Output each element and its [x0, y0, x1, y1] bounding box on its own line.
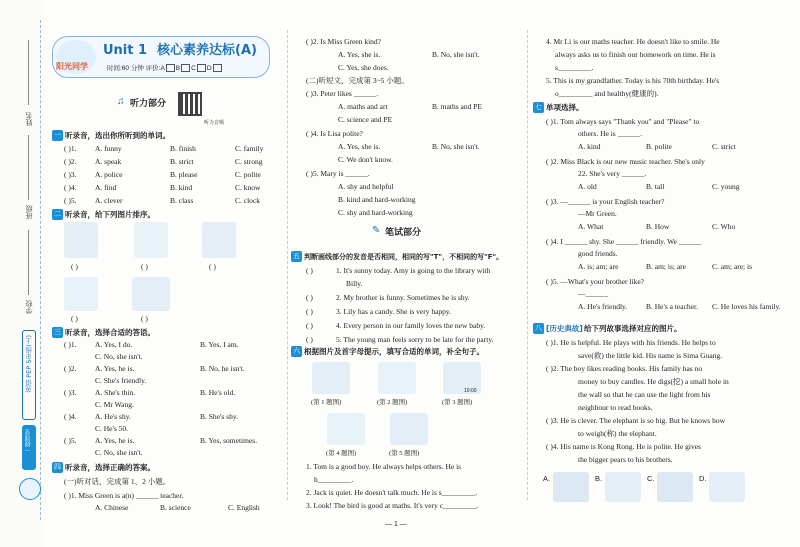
section-badge-1: 一	[54, 131, 61, 139]
s1-opt-a: A. clever	[95, 196, 123, 205]
s7-question: ( )3. —______ is your English teacher?	[546, 197, 665, 206]
caption-3: (第 3 题图)	[442, 399, 473, 406]
s6-item: 4. Mr Li is our maths teacher. He doesn't like to smile. He	[546, 37, 720, 46]
picture-family	[132, 277, 170, 311]
s7-opt-c: C. Who	[712, 222, 736, 231]
s1-opt-b: B. please	[170, 170, 198, 179]
s1-paren[interactable]: ( )2.	[64, 157, 77, 166]
s3-paren[interactable]: ( )1.	[64, 340, 77, 349]
s3-opt-b: B. He's old.	[200, 388, 236, 397]
s3-paren[interactable]: ( )2.	[64, 364, 77, 373]
s7-opt-a: A. kind	[578, 142, 601, 151]
s8-line[interactable]: ( )3. He is clever. The elephant is so big. But he knows how	[546, 416, 725, 425]
section-1-title: 听录音，选出你所听到的单词。	[65, 131, 170, 140]
page-title: 核心素养达标(A)	[157, 43, 257, 58]
s8-line: to weigh(称) the elephant.	[578, 429, 657, 438]
picture-teacher	[327, 413, 365, 445]
s5-answer-paren[interactable]: ( )	[306, 307, 313, 316]
s4-q3: ( )3. Peter likes ______.	[306, 89, 379, 98]
unit-title: Unit 1	[103, 43, 148, 58]
s3-opt-a: A. He's shy.	[95, 412, 131, 421]
s7-question: ( )5. —What's your brother like?	[546, 277, 644, 286]
column-divider	[527, 30, 528, 500]
section-2-title: 听录音，给下列图片排序。	[65, 210, 155, 219]
s4-q4: ( )4. Is Lisa polite?	[306, 129, 363, 138]
picture-girl-cleaning	[134, 222, 168, 258]
s8-line: the bigger pears to his brothers.	[578, 455, 673, 464]
s1-opt-a: A. funny	[95, 144, 122, 153]
s1-opt-a: A. speak	[95, 157, 122, 166]
picture-helping-boy	[312, 362, 350, 394]
section-badge-7: 七	[535, 103, 542, 111]
s1-opt-c: C. know	[235, 183, 261, 192]
s5-item: 5. The young man feels sorry to be late for the party.	[336, 335, 494, 344]
order-blank[interactable]: ( )	[71, 314, 78, 323]
binding-line	[40, 20, 41, 520]
clock-display: 10:00	[464, 388, 477, 394]
caption-2: (第 2 题图)	[377, 399, 408, 406]
s3-opt-c: C. Mr Wang.	[95, 400, 134, 409]
s1-opt-b: B. kind	[170, 183, 193, 192]
s8-line[interactable]: the wall so that he can use the light from his	[578, 390, 711, 399]
pencil-icon: ✎	[372, 225, 381, 236]
order-blank[interactable]: ( )	[141, 262, 148, 271]
s3-paren[interactable]: ( )5.	[64, 436, 77, 445]
section-8-tag: [历史典故]	[546, 324, 583, 333]
picture-story-c	[657, 472, 693, 502]
pic-label-c: C.	[647, 474, 655, 483]
s3-opt-b: B. Yes, I am.	[200, 340, 239, 349]
s4-q1-opt-c: C. English	[228, 503, 260, 512]
sidebar-school-label: 学校	[25, 300, 33, 314]
s1-opt-c: C. strong	[235, 157, 263, 166]
headphone-icon: ♫	[117, 96, 125, 107]
sidebar-brand-tag: 一线课堂	[22, 425, 36, 470]
s5-item: 1. It's sunny today. Amy is going to the library with	[336, 266, 491, 275]
picture-story-d	[709, 472, 745, 502]
s1-opt-a: A. police	[95, 170, 123, 179]
s7-question-cont: 22. She's very ______.	[578, 169, 647, 178]
section-title-listening: 听力部分	[130, 98, 167, 108]
order-blank[interactable]: ( )	[71, 262, 78, 271]
s7-question: ( )1. Tom always says "Thank you" and "Please" to	[546, 117, 700, 126]
section-8-title: 给下列故事选择对应的图片。	[584, 324, 682, 333]
s7-question-cont: others. He is ______.	[578, 129, 642, 138]
s4-q1: ( )1. Miss Green is a(n) ______ teacher.	[64, 491, 184, 500]
s5-item: 3. Lily has a candy. She is very happy.	[336, 307, 452, 316]
s7-question-cont: —______	[578, 289, 608, 298]
caption-1: (第 1 题图)	[311, 399, 342, 406]
section-title-writing: 笔试部分	[385, 227, 422, 237]
sidebar-book-tag: 英语 PEP 5年级(上)	[22, 330, 36, 420]
s3-paren[interactable]: ( )4.	[64, 412, 77, 421]
section-badge-4: 四	[54, 463, 61, 471]
section-4-sub2: (二)听短文，完成第 3~5 小题。	[306, 76, 409, 85]
s8-line[interactable]: ( )1. He is helpful. He plays with his friends. He helps to	[546, 338, 716, 347]
s4-q1-opt-a: A. Chinese	[95, 503, 129, 512]
section-4-title: 听录音，选择正确的答案。	[65, 463, 155, 472]
s7-opt-c: C. am; are; is	[712, 262, 752, 271]
s1-opt-c: C. family	[235, 144, 264, 153]
s3-opt-a: A. She's thin.	[95, 388, 136, 397]
s1-opt-a: A. find	[95, 183, 117, 192]
column-divider	[287, 30, 288, 500]
qr-label: 听力音频	[204, 120, 225, 126]
s3-opt-b: B. Yes, sometimes.	[200, 436, 258, 445]
s7-opt-c: C. young	[712, 182, 740, 191]
s6-item[interactable]: s_________.	[555, 63, 594, 72]
s4-q1-opt-b: B. science	[160, 503, 191, 512]
s7-opt-a: A. What	[578, 222, 604, 231]
s3-opt-c: C. He's 50.	[95, 424, 129, 433]
section-5-title: 判断画线部分的发音是否相同，相同的写"T"，不相同的写"F"。	[304, 253, 504, 261]
sidebar-class-label: 班级	[25, 205, 33, 219]
s6-item: 3. Look! The bird is good at maths. It's very c_________.	[306, 501, 479, 510]
s1-paren[interactable]: ( )1.	[64, 144, 77, 153]
s6-item: 2. Jack is quiet. He doesn't talk much. He is s_________.	[306, 488, 478, 497]
sidebar-name-label: 姓名	[25, 112, 33, 126]
s6-item: always asks us to finish our homework on time. He is	[555, 50, 716, 59]
pic-label-a: A.	[543, 474, 551, 483]
logo-text: 阳光同学	[56, 62, 88, 71]
s7-question-cont: good friends.	[578, 249, 618, 258]
s8-line: save(救) the little kid. His name is Sima Guang.	[578, 351, 723, 360]
s8-line[interactable]: ( )2. The boy likes reading books. His family has no	[546, 364, 703, 373]
s3-paren[interactable]: ( )3.	[64, 388, 77, 397]
s6-item[interactable]: h_________.	[314, 475, 354, 484]
worksheet-page: 姓名 班级 学校 英语 PEP 5年级(上) 一线课堂 阳光同学 Unit 1 核心素养达标(A) 时间:60 分钟 评价:A B C D ♫ 听力部分 听力音频 一 听录音，选出你所听到的单词。 二 听录音，给下列图片排序。 ( ) ( ) ( ) ( ) ( ) 三 听录音，选择合适的答语。 四 听录音，选择正确的答案。 (一)听对话，完成第 1、2 小题。 ( )1. Miss Green is a(n) ______ teacher. A. Chinese B. science C. English ( )2. Is Miss Green kind? A. Yes, she is. B. No, she isn't. C. Yes, she does. (二)听短文，完成第 3~5 小题。 ( )3. Peter likes ______. A. maths and art B. maths and PE C. science and PE ( )4. Is Lisa polite? A. Yes, she is. B. No, she isn't. C. We don't know. ( )5. Mary is ______. A. shy and helpful B. kind and hard-working C. shy and hard-working ✎ 笔试部分 五 判断画线部分的发音是否相同，相同的写"T"，不相同的写"F"。 六 根据图片及首字母提示，填写合适的单词，补全句子。 10:00 (第 1 题图) (第 2 题图) (第 3 题图) (第 4 题图) (第 5 题图) 1. Tom is a good boy. He always helps others. He is h_________. 2. Jack is quiet. He doesn't talk much. He is s_________. 3. Look! The bird is good at maths. It's very c_________. 4. Mr Li is our maths teacher. He doesn't like to smile. He always asks us to finish our homework on time. He is s_________. 5. This is my grandfather. Today is his 70th birthday. He's o_________ and healthy(健康的). 七 单项选择。 八 [历史典故] 给下列故事选择对应的图片。 A. B. C. D. — 1 — ( )1. A. funny B. finish C. family ( )2. A. speak B. strict C. strong ( )3. A. police B. please C. polite ( )4. A. find B. kind C. know ( )5. A. clever B. class C. clock ( )1. A. Yes, I do. B. Yes, I am. C. No, she isn't. ( )2. A. Yes, he is. B. No, he isn't. C. She's friendly. ( )3. A. She's thin. B. He's old. C. Mr Wang. ( )4. A. He's shy. B. She's shy. C. He's 50. ( )5. A. Yes, he is. B. Yes, sometimes. C. No, she isn't. ( ) 1. It's sunny today. Amy is going to the library with Billy. ( ) 2. My brother is funny. Sometimes he is shy. ( ) 3. Lily has a candy. She is very happy. ( ) 4. Every person in our family loves the new baby. ( ) 5. The young man feels sorry to be late for the party. ( )1. Tom always says "Thank you" and "Please" to others. He is ______. A. kind B. polite C. strict ( )2. Miss Black is our new music teacher. She's only 22. She's very ______. A. old B. tall C. young ( )3. —______ is your English teacher? —Mr Green. A. What B. How C. Who ( )4. I ______ shy. She ______ friendly. We ______ good friends. A. is; am; are B. am; is; are C. am; are; is ( )5. —What's your brother like? —______ A. He's friendly. B. He's a teacher. C. He loves his family. ( )1. He is helpful. He plays with his friends. He helps to save(救) the little kid. His name is Sima Guang. ( )2. The boy likes reading books. His family has no money to buy candles. He digs(挖) a small hole in the wall so that he can use the light from his neighbour to read books. ( )3. He is clever. The elephant is so big. But he knows how to weigh(称) the elephant. ( )4. His name is Kong Rong. He is polite. He gives the bigger pears to his brothers.	[0, 0, 800, 547]
caption-5: (第 5 题图)	[389, 450, 420, 457]
s7-opt-c: C. He loves his family.	[712, 302, 781, 311]
s1-paren[interactable]: ( )5.	[64, 196, 77, 205]
picture-man-phone	[202, 222, 236, 258]
s7-question: ( )4. I ______ shy. She ______ friendly. We ______	[546, 237, 702, 246]
s7-question: ( )2. Miss Black is our new music teacher. She's only	[546, 157, 705, 166]
time-grade-line: 时间:60 分钟 评价:A B C D	[107, 64, 223, 74]
section-badge-6: 六	[293, 347, 300, 355]
s5-item: 4. Every person in our family loves the new baby.	[336, 321, 486, 330]
s3-opt-c: C. She's friendly.	[95, 376, 147, 385]
s1-opt-c: C. polite	[235, 170, 261, 179]
s7-question-cont: —Mr Green.	[578, 209, 617, 218]
s7-opt-b: B. tall	[646, 182, 665, 191]
section-3-title: 听录音，选择合适的答语。	[65, 328, 155, 337]
s5-answer-paren[interactable]: ( )	[306, 335, 313, 344]
s1-paren[interactable]: ( )3.	[64, 170, 77, 179]
s3-opt-b: B. No, he isn't.	[200, 364, 245, 373]
s7-opt-b: B. How	[646, 222, 670, 231]
qr-code-icon[interactable]	[178, 92, 202, 116]
s3-opt-a: A. Yes, he is.	[95, 436, 135, 445]
picture-story-b	[605, 472, 641, 502]
s7-opt-a: A. old	[578, 182, 597, 191]
s5-answer-paren[interactable]: ( )	[306, 266, 313, 275]
s7-opt-c: C. strict	[712, 142, 736, 151]
s5-item: 2. My brother is funny. Sometimes he is shy.	[336, 293, 470, 302]
s5-item: Billy.	[346, 279, 363, 288]
page-number: — 1 —	[385, 521, 407, 528]
s6-item: 1. Tom is a good boy. He always helps others. He is	[306, 462, 462, 471]
picture-story-a	[553, 472, 589, 502]
order-blank[interactable]: ( )	[141, 314, 148, 323]
section-badge-8: 八	[535, 324, 542, 332]
s8-line[interactable]: ( )4. His name is Kong Rong. He is polite. He gives	[546, 442, 701, 451]
section-badge-5: 五	[293, 252, 300, 260]
section-7-title: 单项选择。	[546, 103, 584, 112]
s6-item[interactable]: o_________ and healthy(健康的).	[555, 89, 659, 98]
s7-opt-a: A. is; am; are	[578, 262, 619, 271]
s7-opt-a: A. He's friendly.	[578, 302, 628, 311]
s4-q5: ( )5. Mary is ______.	[306, 169, 370, 178]
section-badge-3: 三	[54, 328, 61, 336]
s4-q2: ( )2. Is Miss Green kind?	[306, 37, 381, 46]
sidebar-logo	[19, 478, 41, 500]
picture-boy-reading	[64, 222, 98, 258]
s3-opt-a: A. Yes, he is.	[95, 364, 135, 373]
s1-opt-b: B. finish	[170, 144, 196, 153]
s3-opt-c: C. No, she isn't.	[95, 448, 143, 457]
s1-paren[interactable]: ( )4.	[64, 183, 77, 192]
s1-opt-b: B. strict	[170, 157, 194, 166]
s3-opt-c: C. No, she isn't.	[95, 352, 143, 361]
s5-answer-paren[interactable]: ( )	[306, 293, 313, 302]
s3-opt-b: B. She's shy.	[200, 412, 238, 421]
s1-opt-b: B. class	[170, 196, 194, 205]
section-6-title: 根据图片及首字母提示，填写合适的单词，补全句子。	[304, 347, 484, 356]
pic-label-d: D.	[699, 474, 707, 483]
s8-line: money to buy candles. He digs(挖) a small hole in	[578, 377, 729, 386]
s5-answer-paren[interactable]: ( )	[306, 321, 313, 330]
caption-4: (第 4 题图)	[326, 450, 357, 457]
section-4-sub: (一)听对话，完成第 1、2 小题。	[64, 477, 171, 486]
order-blank[interactable]: ( )	[209, 262, 216, 271]
picture-boy-computer	[64, 277, 98, 311]
section-badge-2: 二	[54, 210, 61, 218]
s6-item: 5. This is my grandfather. Today is his 70th birthday. He's	[546, 76, 720, 85]
s7-opt-b: B. polite	[646, 142, 672, 151]
s8-line: neighbour to read books.	[578, 403, 653, 412]
picture-grandfather	[390, 413, 428, 445]
picture-quiet-boy	[378, 362, 416, 394]
pic-label-b: B.	[595, 474, 603, 483]
s7-opt-b: B. am; is; are	[646, 262, 686, 271]
s3-opt-a: A. Yes, I do.	[95, 340, 133, 349]
s7-opt-b: B. He's a teacher.	[646, 302, 698, 311]
s1-opt-c: C. clock	[235, 196, 260, 205]
